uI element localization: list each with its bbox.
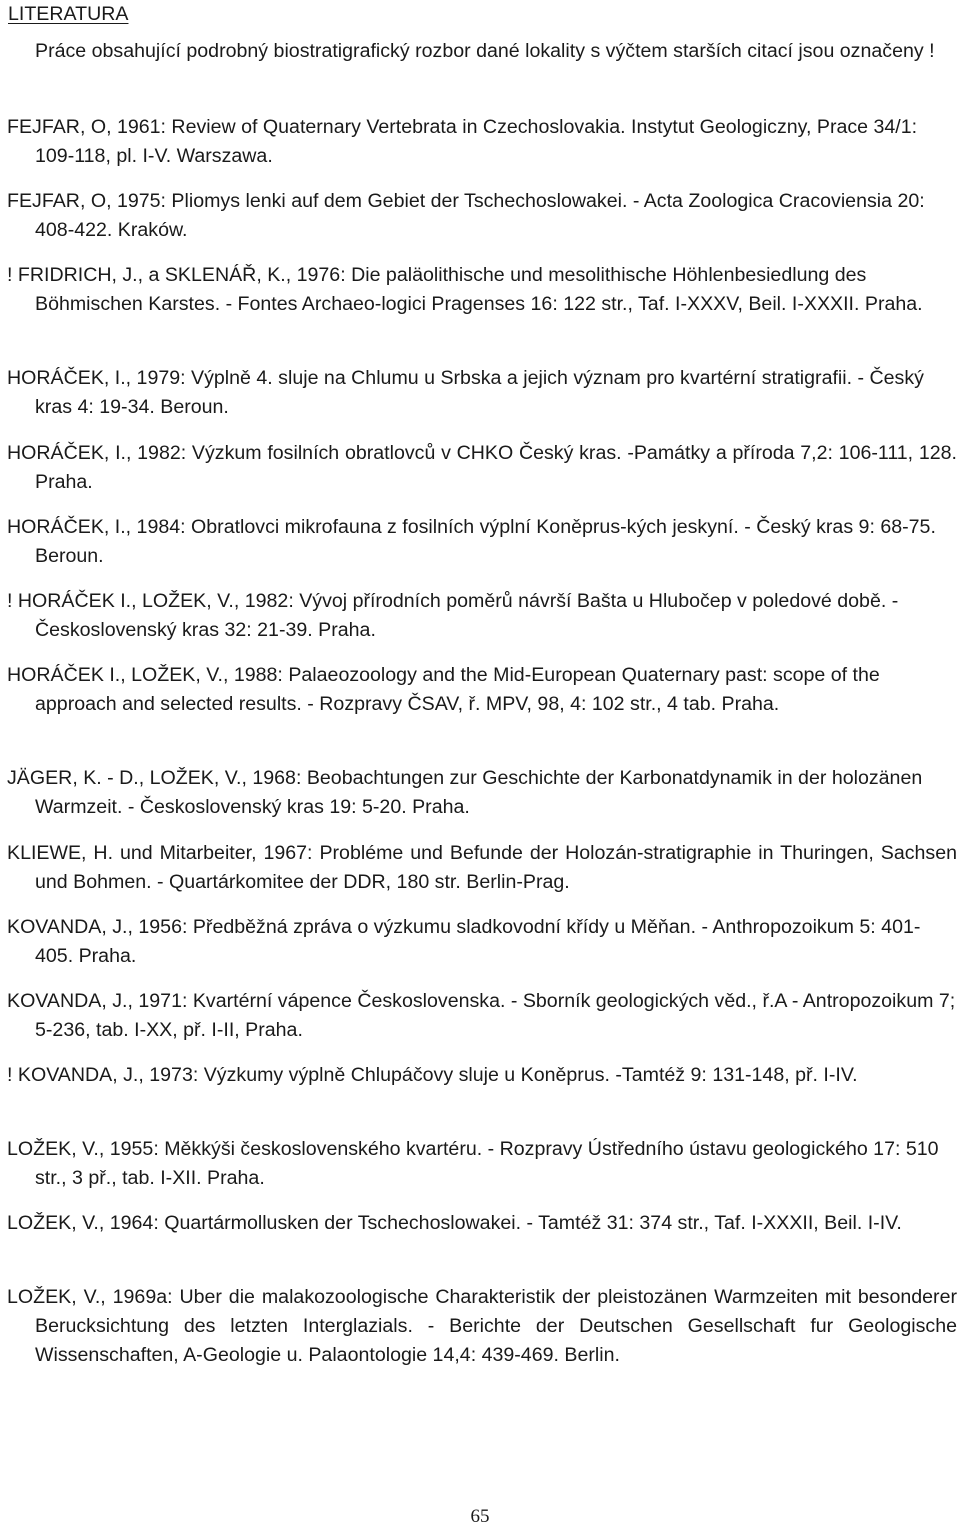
reference-entry: LOŽEK, V., 1964: Quartármollusken der Tschechoslowakei. - Tamtéž 31: 374 str., Taf. I-XXXII, Beil. I-IV.	[7, 1212, 902, 1234]
reference-entry: FEJFAR, O, 1961: Review of Quaternary Vertebrata in Czechoslovakia. Instytut Geologiczny, Prace 34/1: 109-118, pl. I-V. Warszawa.	[7, 116, 918, 167]
reference-entry: LOŽEK, V., 1955: Měkkýši československého kvartéru. - Rozpravy Ústředního ústavu geologického 17: 510 str., 3 př., tab. I-XII. Praha.	[7, 1138, 939, 1189]
reference-entry: JÄGER, K. - D., LOŽEK, V., 1968: Beobachtungen zur Geschichte der Karbonatdynamik in der holozänen Warmzeit. - Československý kras 19: 5-20. Praha.	[7, 767, 923, 818]
reference-entry: FEJFAR, O, 1975: Pliomys lenki auf dem Gebiet der Tschechoslowakei. - Acta Zoologica Cracoviensia 20: 408-422. Kraków.	[7, 190, 925, 241]
reference-entry: HORÁČEK I., LOŽEK, V., 1988: Palaeozoology and the Mid-European Quaternary past: scope of the approach and selected results. - Rozpravy ČSAV, ř. MPV, 98, 4: 102 str., 4 tab. Praha.	[7, 664, 880, 715]
reference-entry: HORÁČEK, I., 1979: Výplně 4. sluje na Chlumu u Srbska a jejich význam pro kvartérní stratigrafii. - Český kras 4: 19-34. Beroun.	[7, 367, 924, 418]
reference-entry: HORÁČEK, I., 1984: Obratlovci mikrofauna z fosilních výplní Koněprus-kých jeskyní. - Český kras 9: 68-75. Beroun.	[7, 516, 936, 567]
intro-note: Práce obsahující podrobný biostratigrafický rozbor dané lokality s výčtem starších citací jsou označeny !	[35, 40, 935, 62]
page-number: 65	[470, 1506, 490, 1527]
reference-entry: ! KOVANDA, J., 1973: Výzkumy výplně Chlupáčovy sluje u Koněprus. -Tamtéž 9: 131-148, př. I-IV.	[7, 1064, 858, 1086]
reference-entry: KLIEWE, H. und Mitarbeiter, 1967: Probléme und Befunde der Holozán-stratigraphie in Thuringen, Sachsen und Bohmen. - Quartárkomitee der DDR, 180 str. Berlin-Prag.	[7, 842, 957, 893]
reference-entry: ! HORÁČEK I., LOŽEK, V., 1982: Vývoj přírodních poměrů návrší Bašta u Hlubočep v poledové době. - Československý kras 32: 21-39. Praha.	[7, 590, 899, 641]
reference-entry: ! FRIDRICH, J., a SKLENÁŘ, K., 1976: Die paläolithische und mesolithische Höhlenbesiedlung des Böhmischen Karstes. - Fontes Archaeo-logici Pragenses 16: 122 str., Taf. I-XXXV, Beil. I-XXXII. Praha.	[7, 264, 923, 315]
reference-entry: KOVANDA, J., 1971: Kvartérní vápence Československa. - Sborník geologických věd., ř.A - Antropozoikum 7; 5-236, tab. I-XX, př. I-II, Praha.	[7, 990, 956, 1041]
reference-entry: LOŽEK, V., 1969a: Uber die malakozoologische Charakteristik der pleistozänen Warmzeiten mit besonderer Berucksichtung des letzten Interglazials. - Berichte der Deutschen Gesellschaft fur Geologische Wissenschaften, A-Geologie u. Palaontologie 14,4: 439-469. Berlin.	[7, 1286, 957, 1366]
reference-entry: KOVANDA, J., 1956: Předběžná zpráva o výzkumu sladkovodní křídy u Měňan. - Anthropozoikum 5: 401-405. Praha.	[7, 916, 921, 967]
reference-entry: HORÁČEK, I., 1982: Výzkum fosilních obratlovců v CHKO Český kras. -Památky a příroda 7,2: 106-111, 128. Praha.	[7, 442, 957, 493]
section-heading: LITERATURA	[8, 3, 129, 25]
